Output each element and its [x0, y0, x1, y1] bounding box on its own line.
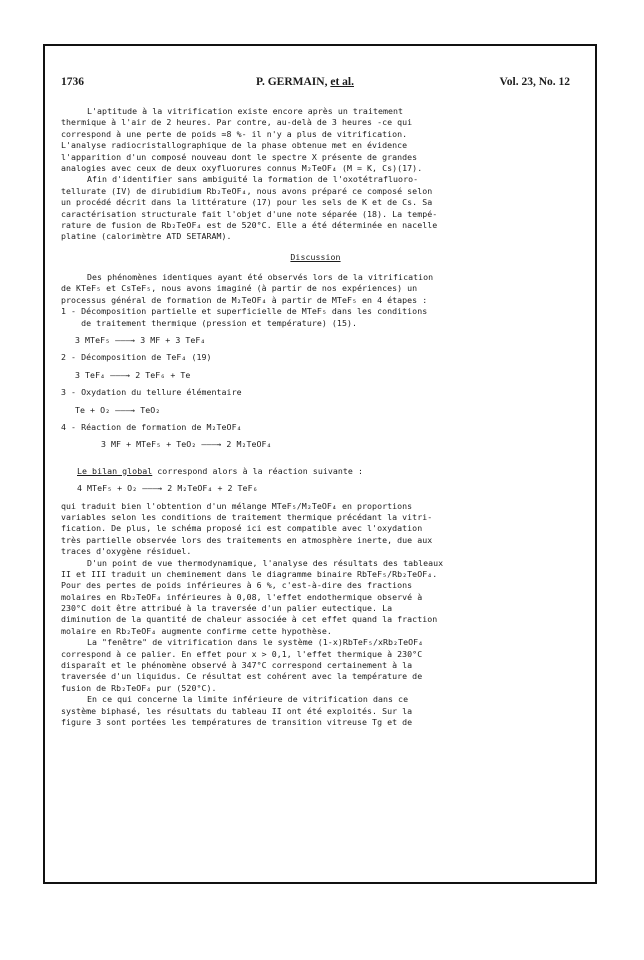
paragraph-5 [61, 637, 570, 694]
text-line: Des phénomènes identiques ayant été observés lors de la vitrification [87, 272, 434, 283]
step-3: 3 - Oxydation du tellure élémentaire [61, 387, 242, 398]
article-body [61, 106, 570, 728]
text-line: L'analyse radiocristallographique de la phase obtenue met en évidence [61, 140, 408, 151]
text-line: analogies avec ceux de deux oxyfluorures connus M₂TeOF₄ (M = K, Cs)(17). [61, 162, 423, 173]
text-line: En ce qui concerne la limite inférieure de vitrification dans ce [87, 694, 409, 705]
author-names: P. GERMAIN, [256, 76, 328, 88]
step-list [61, 306, 570, 451]
text-line: traversée d'un liquidus. Ce résultat est cohérent avec la température de [61, 671, 423, 682]
text-line: processus général de formation de M₂TeOF₄ à partir de MTeF₅ en 4 étapes : [61, 294, 428, 305]
bilan-global: Le bilan global [77, 465, 153, 476]
text-line: Pour des pertes de poids inférieures à 6 %, c'est-à-dire des fractions [61, 580, 413, 591]
equation-3: Te + O₂ ———→ TeO₂ [75, 404, 161, 415]
text-line: traces d'oxygène résiduel. [61, 546, 192, 557]
text-line: correspond à une perte de poids ≃8 %- il n'y a plus de vitrification. [61, 128, 408, 139]
text-line: disparaît et le phénomène observé à 347°C correspond certainement à la [61, 660, 413, 671]
bilan-line [61, 466, 570, 477]
text-line: figure 3 sont portées les températures de transition vitreuse Tg et de [61, 716, 413, 727]
et-al: et al. [330, 76, 354, 88]
text-line: diminution de la quantité de chaleur associée à cet effet quand la fraction [61, 614, 438, 625]
equation-1: 3 MTeF₅ ———→ 3 MF + 3 TeF₄ [75, 335, 206, 346]
text-line: variables selon les conditions de traitement thermique précédant la vitri- [61, 511, 433, 522]
text-line: La "fenêtre" de vitrification dans le système (1-x)RbTeF₅/xRb₂TeOF₄ [87, 637, 424, 648]
text-line: L'aptitude à la vitrification existe encore après un traitement [87, 106, 404, 116]
text-line: D'un point de vue thermodynamique, l'analyse des résultats des tableaux [87, 557, 444, 568]
text-line: Afin d'identifier sans ambiguité la formation de l'oxotétrafluoro- [87, 174, 419, 185]
text-line: très partielle observée lors des traitements en atmosphère inerte, due aux [61, 534, 433, 545]
running-header [61, 76, 570, 92]
text-line: correspond à ce palier. En effet pour x > 0,1, l'effet thermique à 230°C [61, 648, 423, 659]
equation-4: 3 MF + MTeF₅ + TeO₂ ———→ 2 M₂TeOF₄ [101, 439, 272, 450]
text-line: fication. De plus, le schéma proposé ici est compatible avec l'oxydation [61, 523, 423, 534]
text-line: système biphasé, les résultats du tableau II ont été exploités. Sur la [61, 705, 413, 716]
volume-info: Vol. 23, No. 12 [499, 76, 570, 88]
text-line: fusion de Rb₂TeOF₄ pur (520°C). [61, 682, 217, 693]
step-1: 1 - Décomposition partielle et superficielle de MTeF₅ dans les conditions [61, 306, 428, 317]
text-line: de KTeF₅ et CsTeF₅, nous avons imaginé (à partir de nos expériences) un [61, 283, 418, 294]
text-line: l'apparition d'un composé nouveau dont le spectre X présente de grandes [61, 151, 418, 162]
bilan-rest: correspond alors à la réaction suivante : [152, 465, 363, 476]
paragraph-6 [61, 694, 570, 728]
paragraph-4 [61, 558, 570, 638]
equation-5: 4 MTeF₅ + O₂ ———→ 2 M₂TeOF₄ + 2 TeF₆ [77, 483, 258, 494]
equation-2: 3 TeF₄ ———→ 2 TeF₆ + Te [75, 369, 191, 380]
text-line: tellurate (IV) de dirubidium Rb₂TeOF₄, nous avons préparé ce composé selon [61, 185, 433, 196]
text-line: caractérisation structurale fait l'objet d'une note séparée (18). La tempé- [61, 208, 438, 219]
text-line: II et III traduit un cheminement dans le diagramme binaire RbTeF₅/Rb₂TeOF₄. [61, 568, 438, 579]
text-line: un procédé décrit dans la littérature (17) pour les sels de K et de Cs. Sa [61, 197, 433, 208]
paragraph-1 [61, 106, 570, 174]
text-line: molaire en Rb₂TeOF₄ augmente confirme cette hypothèse. [61, 625, 332, 636]
discussion-intro [61, 272, 570, 306]
text-line: 230°C doit être attribué à la traversée d'un palier eutectique. La [61, 603, 393, 614]
text-line: rature de fusion de Rb₂TeOF₄ est de 520°C. Elle a été déterminée en nacelle [61, 219, 438, 230]
text-line: qui traduit bien l'obtention d'un mélange MTeF₅/M₂TeOF₄ en proportions [61, 500, 413, 511]
step-1-cont: de traitement thermique (pression et température) (15). [61, 317, 357, 328]
text-line: thermique à l'air de 2 heures. Par contre, au-delà de 3 heures -ce qui [61, 117, 413, 128]
authors [256, 76, 354, 88]
page-number: 1736 [61, 76, 84, 88]
text-line: molaires en Rb₂TeOF₄ inférieures à 0,08, l'effet endothermique observé à [61, 591, 423, 602]
step-2: 2 - Décomposition de TeF₄ (19) [61, 352, 212, 363]
paragraph-2 [61, 174, 570, 242]
section-title: Discussion [290, 251, 341, 262]
step-4: 4 - Réaction de formation de M₂TeOF₄ [61, 421, 242, 432]
paragraph-3 [61, 501, 570, 558]
text-line: platine (calorimètre ATD SETARAM). [61, 231, 232, 242]
